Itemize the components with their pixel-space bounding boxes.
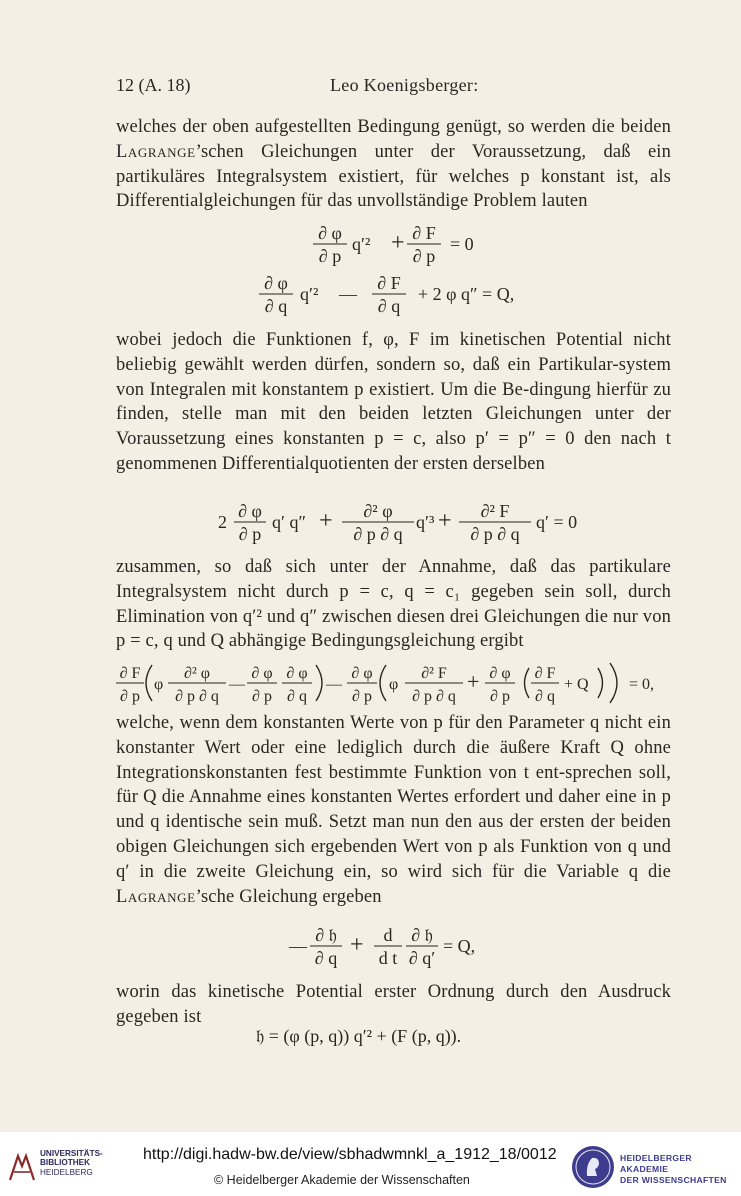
eq4-minus-1: — (229, 676, 245, 693)
paragraph-2: wobei jedoch die Funktionen f, φ, F im kinetischen Potential nicht beliebig gewählt werden dürfen, sondern so, daß ein Partikular-system von Integralen mit konstantem p existiert. Um die Be-dingung hierfür zu finden, stelle man mit den beiden letzten Gleichungen unter der Voraussetzung eines konstanten p = c, also p′ = p″ = 0 den nach t genommenen Differentialquotienten der ersten derselben (116, 330, 671, 474)
eq4-phi-2: φ (389, 676, 399, 693)
equation-6 (116, 1019, 671, 1053)
eq1-frac1-den: ∂ p (318, 246, 342, 266)
eq1-plus: + (391, 230, 405, 256)
eq4-paren-close-1 (316, 665, 322, 701)
eq5-frac1-num: ∂ 𝔥 (315, 925, 337, 945)
eq4-phi-1: φ (154, 676, 164, 693)
academy-name: HEIDELBERGER AKADEMIE DER WISSENSCHAFTEN (620, 1153, 727, 1185)
eq4-minus-2: — (326, 676, 342, 693)
small-caps-name: Lagrange (116, 141, 196, 162)
equation-3 (116, 496, 671, 548)
equation-5 (116, 920, 671, 972)
eq1-frac2-den: ∂ p (412, 246, 436, 266)
eq4-paren-close-2 (610, 663, 617, 703)
paragraph-1: welches der oben aufgestellten Bedingung genügt, so werden die beiden Lagrange’schen Gleichungen unter der Voraussetzung, daß ein partikuläres Integralsystem existiert, für welches p konstant ist, als Differentialgleichungen für das unvollständige Problem lauten (116, 117, 671, 212)
eq4-frac-b-num: ∂² φ (184, 665, 210, 682)
eq4-frac-e-num: ∂ φ (351, 665, 373, 682)
eq2-frac2-num: ∂ F (377, 273, 401, 293)
eq6-expression: 𝔥 = (φ (p, q)) q′² + (F (p, q)). (256, 1026, 462, 1046)
eq4-frac-a-den: ∂ p (120, 688, 140, 705)
eq4-rhs: = 0, (629, 676, 655, 693)
eq4-paren-open-3 (525, 668, 530, 698)
eq4-frac-e-den: ∂ p (352, 688, 372, 705)
eq3-frac3-num: ∂² F (480, 501, 510, 521)
paragraph-4: welche, wenn dem konstanten Werte von p für den Parameter q nicht ein konstanter Wert oder eine lediglich durch die äußere Kraft Q ohne Integrationskonstanten fest bestimmte Funktion von t ent-sprechen soll, für Q die Annahme eines konstanten Wertes erfordert und daher eine in p und q identische sein muß. Setzt man nun den aus der ersten der beiden obigen Gleichungen sich ergebenden Wert von p als Funktion von q und q′ in die zweite Gleichung ein, so wird sich für die Variable q die Lagrange’sche Gleichung ergeben (116, 713, 671, 907)
page-header (116, 75, 671, 101)
permalink-url[interactable]: http://digi.hadw-bw.de/view/sbhadwmnkl_a_1912_18/0012 (143, 1146, 557, 1163)
eq2-rhs: + 2 φ q″ = Q, (418, 284, 515, 304)
eq1-rhs: = 0 (450, 234, 474, 254)
eq4-frac-g-num: ∂ φ (489, 665, 511, 682)
eq3-term-1: q′ q″ (272, 512, 306, 532)
eq1-term: q′² (352, 234, 371, 254)
eq4-frac-a-num: ∂ F (119, 665, 141, 682)
eq4-frac-b-den: ∂ p ∂ q (175, 688, 219, 705)
small-caps-name: Lagrange (116, 886, 196, 907)
eq4-frac-d-num: ∂ φ (286, 665, 308, 682)
eq4-frac-h-den: ∂ q (535, 688, 555, 705)
paragraph-5: worin das kinetische Potential erster Ordnung durch den Ausdruck gegeben ist (116, 982, 671, 1027)
eq5-frac2-num: d (383, 925, 393, 945)
equation-1 (116, 218, 671, 270)
eq5-minus: — (289, 936, 307, 956)
eq4-paren-open-2 (380, 665, 386, 701)
eq4-frac-f-num: ∂² F (421, 665, 447, 682)
eq3-plus-2: + (438, 508, 452, 534)
eq4-paren-open-1 (146, 665, 152, 701)
eq3-frac2-den: ∂ p ∂ q (353, 524, 403, 544)
eq3-term-3: q′ = 0 (536, 512, 578, 532)
eq2-minus: — (339, 284, 357, 304)
eq4-plus-q: + Q (564, 676, 589, 693)
eq4-paren-close-3 (598, 668, 603, 698)
eq3-frac1-den: ∂ p (238, 524, 262, 544)
eq1-frac2-num: ∂ F (412, 223, 436, 243)
eq4-frac-c-den: ∂ p (252, 688, 272, 705)
eq4-frac-c-num: ∂ φ (251, 665, 273, 682)
university-library-logo-icon (8, 1152, 36, 1182)
eq5-rhs: = Q, (443, 936, 476, 956)
eq4-frac-f-den: ∂ p ∂ q (412, 688, 456, 705)
equation-4 (116, 657, 671, 709)
eq3-coefficient: 2 (218, 512, 227, 532)
eq5-frac3-num: ∂ 𝔥 (411, 925, 433, 945)
eq1-frac1-num: ∂ φ (318, 223, 342, 243)
eq2-term: q′² (300, 284, 319, 304)
eq5-plus: + (350, 932, 364, 958)
eq4-frac-h-num: ∂ F (534, 665, 556, 682)
university-library-name: UNIVERSITÄTS- BIBLIOTHEK HEIDELBERG (40, 1149, 103, 1177)
viewer-footer (0, 1132, 741, 1196)
equation-2 (116, 268, 671, 320)
eq3-term-2: q′³ (416, 512, 435, 532)
running-head-author: Leo Koenigsberger: (330, 75, 479, 95)
eq5-frac2-den: d t (378, 948, 398, 968)
academy-seal-icon (572, 1146, 614, 1188)
eq5-frac3-den: ∂ q′ (408, 948, 436, 968)
eq3-frac3-den: ∂ p ∂ q (470, 524, 520, 544)
eq4-frac-d-den: ∂ q (287, 688, 307, 705)
copyright-notice: © Heidelberger Akademie der Wissenschaften (214, 1173, 470, 1187)
eq2-frac2-den: ∂ q (377, 296, 401, 316)
eq3-frac2-num: ∂² φ (363, 501, 393, 521)
paragraph-3: zusammen, so daß sich unter der Annahme, daß das partikulare Integralsystem nicht durch p = c, q = c₁ gegeben sein soll, durch Elimination von q′² und q″ zwischen diesen drei Gleichungen die nur von p = c, q und Q abhängige Bedingungsgleichung ergibt (116, 557, 671, 652)
eq4-plus-1: + (467, 669, 480, 694)
eq2-frac1-num: ∂ φ (264, 273, 288, 293)
page-number: 12 (A. 18) (116, 75, 191, 95)
eq3-plus-1: + (319, 508, 333, 534)
eq5-frac1-den: ∂ q (314, 948, 338, 968)
eq3-frac1-num: ∂ φ (238, 501, 262, 521)
eq2-frac1-den: ∂ q (264, 296, 288, 316)
eq4-frac-g-den: ∂ p (490, 688, 510, 705)
